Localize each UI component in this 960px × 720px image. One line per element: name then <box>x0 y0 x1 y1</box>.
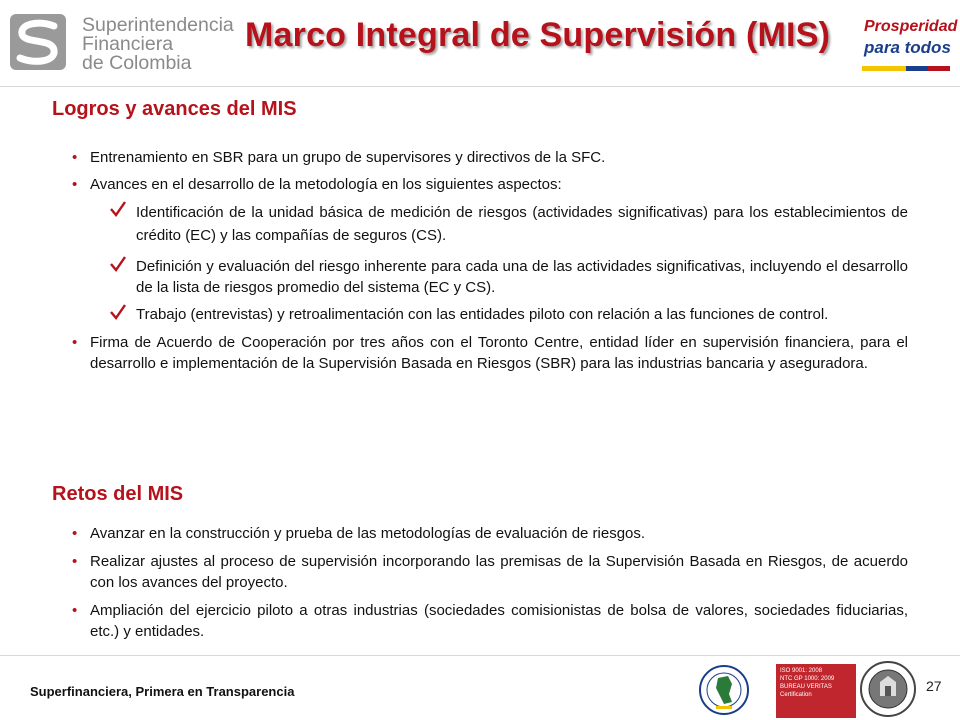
cert-line: BUREAU VERITAS <box>780 684 832 690</box>
checkmark-icon <box>109 303 127 321</box>
list-item-text: Avanzar en la construcción y prueba de las metodologías de evaluación de riesgos. <box>90 525 646 542</box>
section-title-retos: Retos del MIS <box>52 483 184 505</box>
list-item <box>72 332 908 374</box>
logros-list <box>72 147 908 374</box>
list-item <box>72 551 908 593</box>
list-item-text: Ampliación del ejercicio piloto a otras industrias (sociedades comisionistas de bolsa de valores, sociedades fiduciarias, etc.) y entidades. <box>90 602 908 640</box>
list-item-text: Entrenamiento en SBR para un grupo de supervisores y directivos de la SFC. <box>90 149 606 166</box>
flag-stripe-icon <box>862 58 950 63</box>
certification-badge <box>776 664 856 718</box>
list-item-text: Avances en el desarrollo de la metodología en los siguientes aspectos: <box>90 176 562 193</box>
page-number: 27 <box>926 678 942 694</box>
cert-line: NTC GP 1000: 2009 <box>780 676 835 682</box>
list-item-text: Definición y evaluación del riesgo inherente para cada una de las actividades significativas, incluyendo el desarrollo de la lista de riesgos promedio del sistema (EC y CS). <box>136 258 908 296</box>
cert-line: Certification <box>780 692 812 698</box>
checkmark-icon <box>109 200 127 218</box>
list-item <box>72 304 908 325</box>
bullet-icon: • <box>72 149 78 166</box>
list-item <box>72 201 908 247</box>
sfc-logo <box>8 10 234 76</box>
list-item <box>72 600 908 642</box>
sfc-logo-text <box>82 16 234 73</box>
bullet-icon: • <box>72 553 78 570</box>
retos-list <box>72 523 908 642</box>
list-item <box>72 147 908 168</box>
list-item-text: Identificación de la unidad básica de medición de riesgos (actividades significativas) para los establecimientos de crédito (EC) y las compañías de seguros (CS). <box>136 204 908 244</box>
bullet-icon: • <box>72 334 78 351</box>
list-item <box>72 256 908 298</box>
sfc-logo-mark-icon <box>8 12 68 72</box>
prosperidad-line1: Prosperidad <box>864 18 958 35</box>
bullet-icon: • <box>72 525 78 542</box>
colombia-seal-icon <box>698 664 750 716</box>
checkmark-icon <box>109 255 127 273</box>
sfc-logo-line: Superintendencia <box>82 14 234 36</box>
section-title-logros: Logros y avances del MIS <box>52 98 297 120</box>
list-item <box>72 174 908 195</box>
bullet-icon: • <box>72 602 78 619</box>
bureau-veritas-seal-icon <box>858 660 918 718</box>
sfc-logo-line: Financiera <box>82 33 174 55</box>
bullet-icon: • <box>72 176 78 193</box>
sfc-logo-line: de Colombia <box>82 52 192 74</box>
footer-tagline: Superfinanciera, Primera en Transparencia <box>30 684 295 699</box>
list-item-text: Realizar ajustes al proceso de supervisión incorporando las premisas de la Supervisión Basada en Riesgos, de acuerdo con los avances del proyecto. <box>90 553 908 591</box>
prosperidad-line2: para todos <box>864 38 951 57</box>
footer-divider <box>0 655 960 656</box>
prosperidad-logo <box>858 12 958 74</box>
list-item <box>72 523 908 544</box>
page-title: Marco Integral de Supervisión (MIS) <box>245 16 831 54</box>
list-item-text: Trabajo (entrevistas) y retroalimentación con las entidades piloto con relación a las funciones de control. <box>136 306 829 323</box>
header-divider <box>0 86 960 87</box>
cert-line: ISO 9001: 2008 <box>780 668 823 674</box>
list-item-text: Firma de Acuerdo de Cooperación por tres años con el Toronto Centre, entidad líder en supervisión financiera, para el desarrollo e implementación de la Supervisión Basada en Riesgos (SBR) para las industrias bancaria y aseguradora. <box>90 334 908 372</box>
